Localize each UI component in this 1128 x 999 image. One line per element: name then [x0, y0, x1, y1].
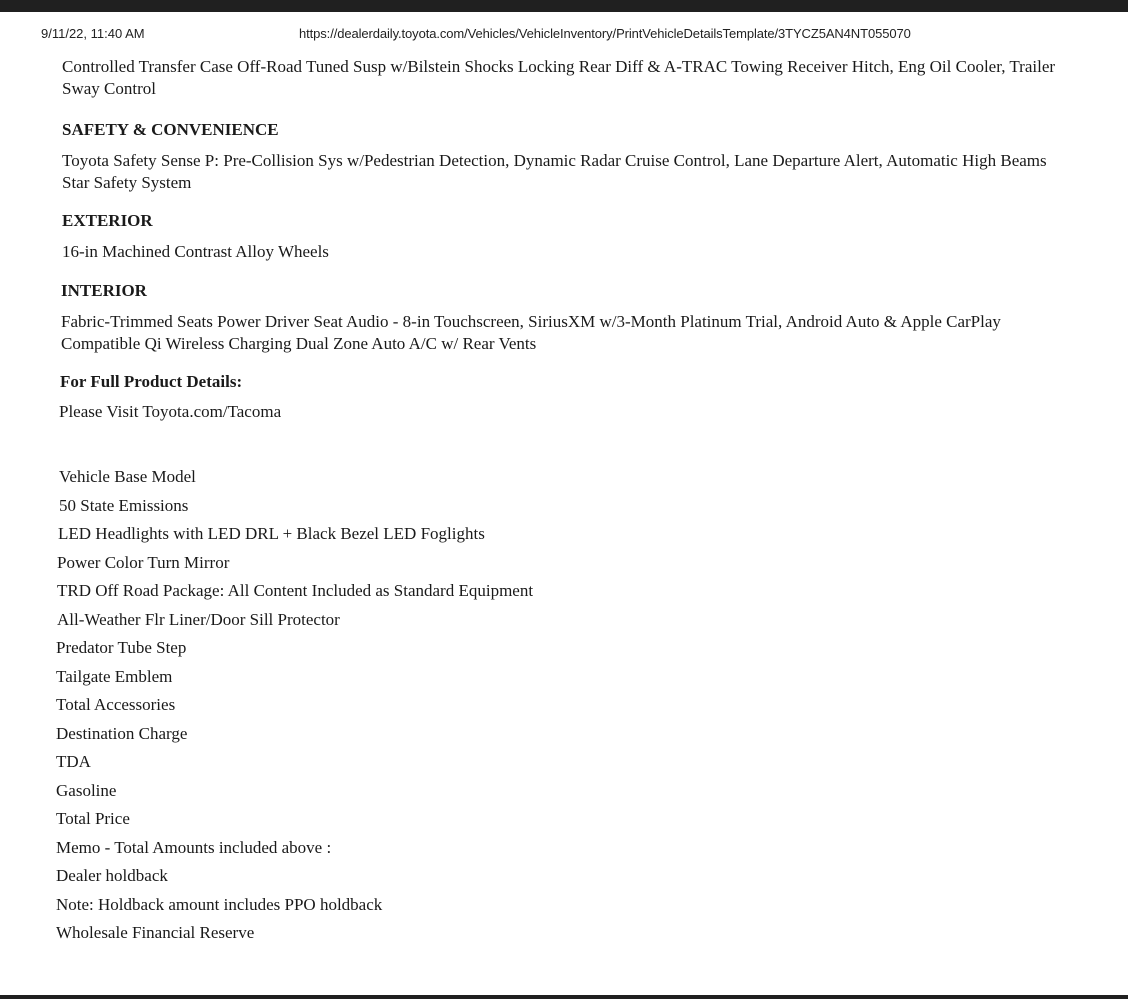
product-details-heading: For Full Product Details: [60, 372, 243, 391]
print-url: https://dealerdaily.toyota.com/Vehicles/VehicleInventory/PrintVehicleDetailsTemplate/3TYCZ5AN4NT055070 [299, 26, 911, 41]
print-header [0, 26, 1128, 46]
list-item: Wholesale Financial Reserve [56, 923, 255, 942]
list-item: 50 State Emissions [59, 495, 189, 515]
interior-heading: INTERIOR [61, 281, 147, 300]
list-item: Dealer holdback [56, 866, 168, 885]
interior-text: Fabric-Trimmed Seats Power Driver Seat Audio - 8-in Touchscreen, SiriusXM w/3-Month Platinum Trial, Android Auto & Apple CarPlay Compatible Qi Wireless Charging Dual Zone Auto A/C w/ Rear Vents [61, 312, 1001, 353]
list-item: Tailgate Emblem [56, 666, 173, 686]
list-item: Vehicle Base Model [59, 467, 196, 486]
list-item: Gasoline [56, 780, 117, 800]
list-item: Total Accessories [56, 695, 176, 714]
list-item: All-Weather Flr Liner/Door Sill Protector [57, 609, 340, 629]
exterior-heading: EXTERIOR [62, 211, 153, 230]
list-item: Predator Tube Step [56, 638, 187, 657]
intro-paragraph: Controlled Transfer Case Off-Road Tuned Susp w/Bilstein Shocks Locking Rear Diff & A-TRAC Towing Receiver Hitch, Eng Oil Cooler, Trailer Sway Control [62, 57, 1056, 98]
list-item: TRD Off Road Package: All Content Included as Standard Equipment [57, 581, 534, 600]
bottom-edge-bar [0, 995, 1128, 999]
exterior-text: 16-in Machined Contrast Alloy Wheels [62, 242, 329, 261]
list-item: Memo - Total Amounts included above : [56, 837, 332, 857]
list-item: Power Color Turn Mirror [57, 552, 230, 572]
list-item: LED Headlights with LED DRL + Black Bezel LED Foglights [58, 524, 485, 543]
list-item: Total Price [56, 809, 130, 828]
list-item: Note: Holdback amount includes PPO holdback [56, 894, 383, 914]
list-item: TDA [56, 752, 91, 771]
product-details-text: Please Visit Toyota.com/Tacoma [59, 402, 282, 421]
list-item: Destination Charge [56, 723, 188, 743]
safety-text: Toyota Safety Sense P: Pre-Collision Sys w/Pedestrian Detection, Dynamic Radar Cruise Control, Lane Departure Alert, Automatic High Beams Star Safety System [62, 151, 1047, 192]
document-content [59, 56, 1072, 423]
line-items-list [56, 465, 533, 950]
print-datetime: 9/11/22, 11:40 AM [41, 26, 145, 41]
safety-heading: SAFETY & CONVENIENCE [62, 120, 279, 139]
top-edge-bar [0, 0, 1128, 12]
